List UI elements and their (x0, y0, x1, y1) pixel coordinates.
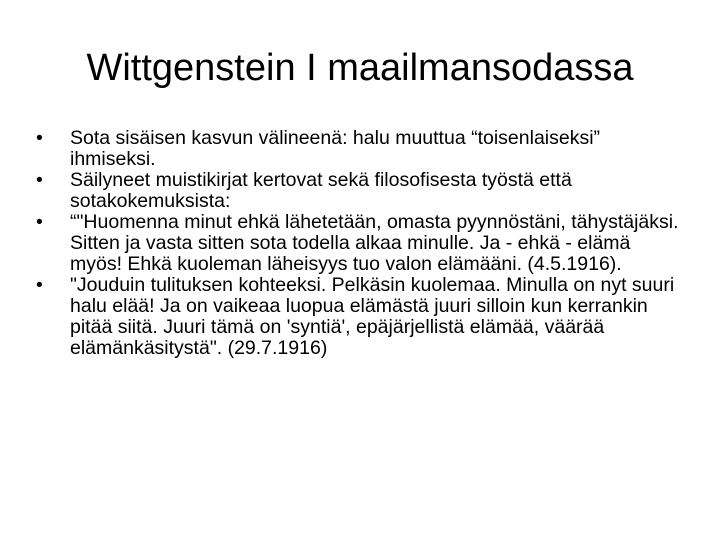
bullet-dot-icon: • (36, 127, 43, 149)
bullet-dot-icon: • (36, 211, 43, 233)
bullet-item (36, 128, 686, 170)
bullet-text: Säilyneet muistikirjat kertovat sekä filosofisesta työstä että sotakokemuksista: (70, 169, 572, 212)
bullet-dot-icon: • (36, 169, 43, 191)
bullet-item (36, 212, 686, 275)
bullet-list (36, 128, 686, 359)
bullet-text: Sota sisäisen kasvun välineenä: halu muuttua “toisenlaiseksi” ihmiseksi. (70, 127, 601, 170)
slide-title: Wittgenstein I maailmansodassa (86, 47, 634, 89)
bullet-dot-icon: • (36, 274, 43, 296)
bullet-text: “"Huomenna minut ehkä lähetetään, omasta pyynnöstäni, tähystäjäksi. Sitten ja vasta sitten sota todella alkaa minulle. Ja - ehkä - elämä myös! Ehkä kuoleman läheisyys tuo valon elämääni. (4.5.1916). (70, 211, 679, 275)
bullet-item (36, 170, 686, 212)
bullet-item (36, 275, 686, 359)
bullet-text: "Jouduin tulituksen kohteeksi. Pelkäsin kuolemaa. Minulla on nyt suuri halu elää! Ja on vaikeaa luopua elämästä juuri silloin kun kerrankin pitää siitä. Juuri tämä on 'syntiä', epäjärjellistä elämää, väärää elämänkäsitystä". (29.7.1916) (70, 274, 675, 359)
